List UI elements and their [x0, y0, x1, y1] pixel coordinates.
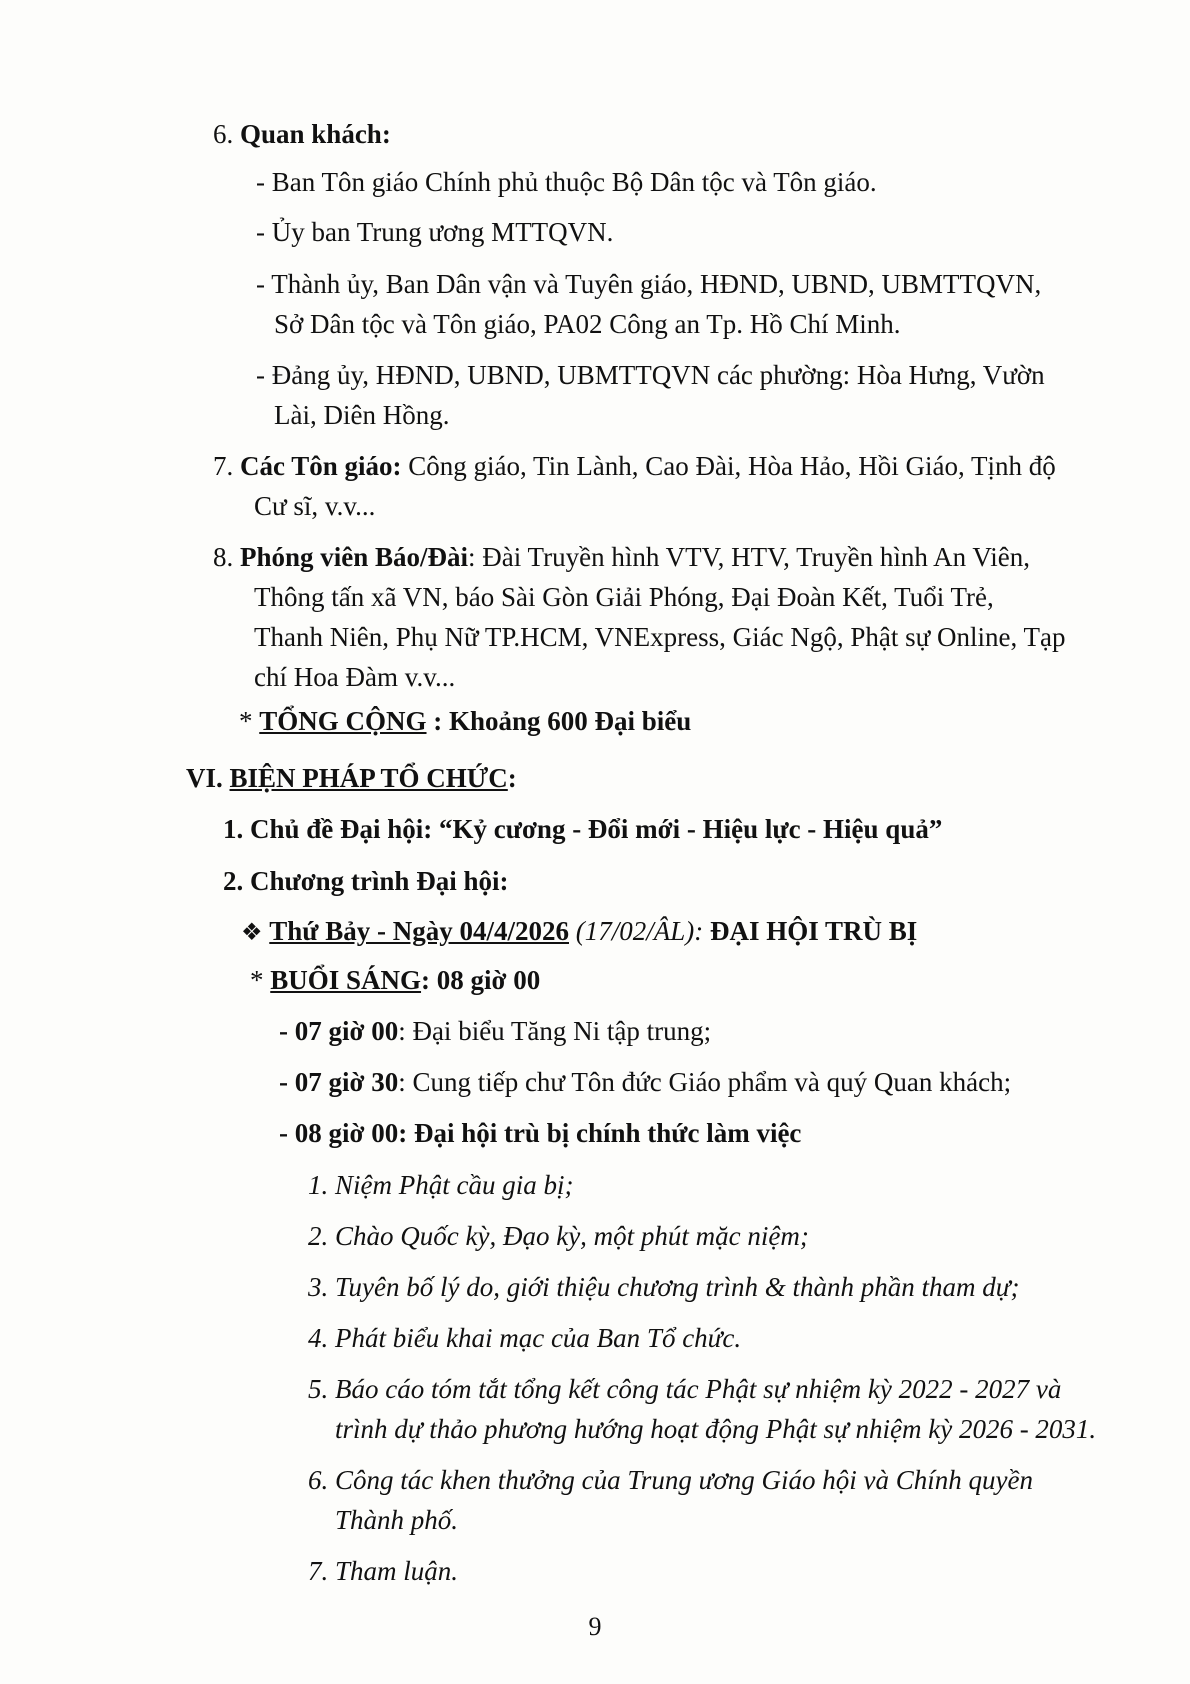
congress-theme: 1. Chủ đề Đại hội: “Kỷ cương - Đổi mới - Hiệu lực - Hiệu quả” — [223, 814, 943, 844]
schedule-item: - 07 giờ 30: Cung tiếp chư Tôn đức Giáo phẩm và quý Quan khách; — [279, 1067, 1012, 1097]
guest-item: - Thành ủy, Ban Dân vận và Tuyên giáo, HĐND, UBND, UBMTTQVN, — [256, 269, 1042, 299]
day-event: ĐẠI HỘI TRÙ BỊ — [710, 916, 918, 946]
section-vi-title: BIỆN PHÁP TỔ CHỨC — [229, 763, 508, 793]
section-7-line-continued: Cư sĩ, v.v... — [254, 491, 376, 521]
page-number: 9 — [588, 1612, 602, 1641]
day-heading — [241, 911, 917, 953]
total-label: TỔNG CỘNG — [259, 706, 427, 736]
guest-item-continued: Lài, Diên Hồng. — [274, 400, 450, 430]
agenda-item: 2. Chào Quốc kỳ, Đạo kỳ, một phút mặc niệm; — [308, 1221, 809, 1251]
section-7-line: 7. Các Tôn giáo: Công giáo, Tin Lành, Cao Đài, Hòa Hảo, Hồi Giáo, Tịnh độ — [213, 451, 1056, 481]
agenda-item: 5. Báo cáo tóm tắt tổng kết công tác Phật sự nhiệm kỳ 2022 - 2027 và — [308, 1374, 1062, 1404]
guest-item: - Ủy ban Trung ương MTTQVN. — [256, 217, 614, 247]
section-8-line-continued: Thông tấn xã VN, báo Sài Gòn Giải Phóng, Đại Đoàn Kết, Tuổi Trẻ, — [254, 582, 994, 612]
section-8-line-continued: Thanh Niên, Phụ Nữ TP.HCM, VNExpress, Giác Ngộ, Phật sự Online, Tạp — [254, 622, 1066, 652]
guest-item: - Ban Tôn giáo Chính phủ thuộc Bộ Dân tộc và Tôn giáo. — [256, 167, 877, 197]
agenda-item-continued: Thành phố. — [335, 1505, 459, 1535]
schedule-item: - 07 giờ 00: Đại biểu Tăng Ni tập trung; — [279, 1016, 712, 1046]
section-7-title: Các Tôn giáo: — [240, 451, 402, 481]
agenda-item: 3. Tuyên bố lý do, giới thiệu chương trình & thành phần tham dự; — [308, 1272, 1020, 1302]
agenda-item: 1. Niệm Phật cầu gia bị; — [308, 1170, 574, 1200]
agenda-item: 4. Phát biểu khai mạc của Ban Tổ chức. — [308, 1323, 742, 1353]
day-date: Thứ Bảy - Ngày 04/4/2026 — [269, 916, 569, 946]
section-6-title: Quan khách: — [240, 119, 391, 149]
section-6-heading: 6. Quan khách: — [213, 119, 391, 149]
diamond-bullet-icon: ❖ — [241, 920, 263, 946]
lunar-date: (17/02/ÂL): — [575, 916, 704, 946]
guest-item-continued: Sở Dân tộc và Tôn giáo, PA02 Công an Tp. Hồ Chí Minh. — [274, 309, 901, 339]
guest-item: - Đảng ủy, HĐND, UBND, UBMTTQVN các phường: Hòa Hưng, Vườn — [256, 360, 1045, 390]
agenda-item: 6. Công tác khen thưởng của Trung ương Giáo hội và Chính quyền — [308, 1465, 1033, 1495]
section-vi-heading: VI. BIỆN PHÁP TỔ CHỨC: — [186, 763, 517, 793]
morning-heading: * BUỔI SÁNG: 08 giờ 00 — [250, 965, 541, 995]
section-8-line-continued: chí Hoa Đàm v.v... — [254, 662, 456, 692]
morning-label: BUỔI SÁNG — [270, 965, 422, 995]
section-8-line: 8. Phóng viên Báo/Đài: Đài Truyền hình VTV, HTV, Truyền hình An Viên, — [213, 542, 1031, 572]
schedule-item: - 08 giờ 00: Đại hội trù bị chính thức làm việc — [279, 1118, 802, 1148]
total-line: * TỔNG CỘNG : Khoảng 600 Đại biểu — [239, 706, 692, 736]
congress-program-heading: 2. Chương trình Đại hội: — [223, 866, 509, 896]
section-8-title: Phóng viên Báo/Đài — [240, 542, 469, 572]
agenda-item: 7. Tham luận. — [308, 1556, 459, 1586]
agenda-item-continued: trình dự thảo phương hướng hoạt động Phật sự nhiệm kỳ 2026 - 2031. — [335, 1414, 1097, 1444]
